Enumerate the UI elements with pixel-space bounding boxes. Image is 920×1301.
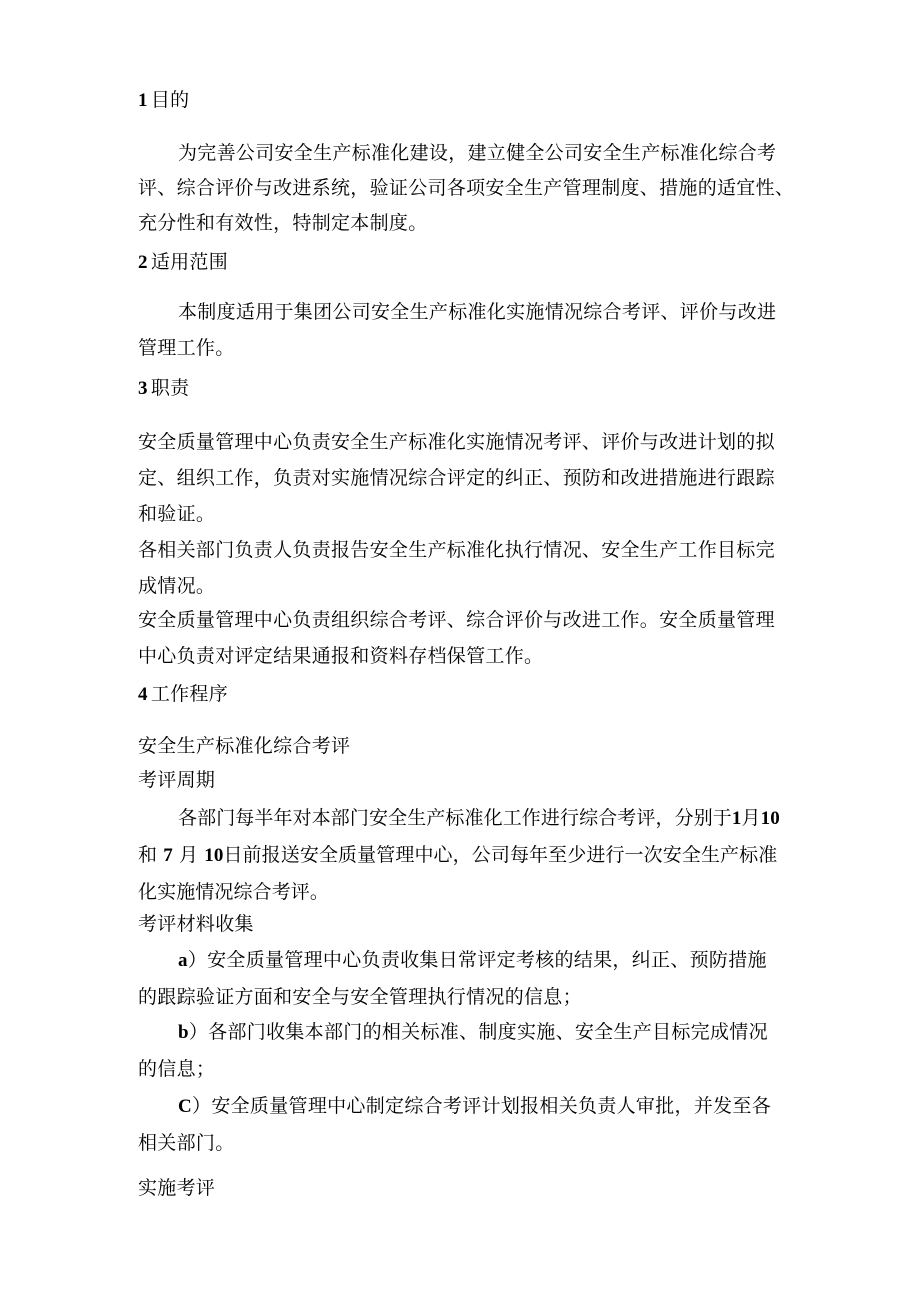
text-line	[138, 942, 767, 979]
text-line	[138, 1014, 768, 1051]
text-run: ）安全质量管理中心制定综合考评计划报相关负责人审批，并发至各	[192, 1095, 772, 1117]
section-number: 2	[138, 252, 148, 273]
text-line: 化实施情况综合考评。	[138, 881, 330, 903]
cycle-paragraph	[138, 800, 780, 910]
month-number: 7	[163, 845, 173, 866]
section-2-paragraph	[138, 294, 776, 366]
section-title: 工作程序	[150, 683, 229, 705]
section-number: 3	[138, 378, 148, 399]
subheading-materials	[138, 908, 254, 941]
text-run: ）各部门收集本部门的相关标准、制度实施、安全生产目标完成情况	[188, 1021, 768, 1043]
list-marker: b	[178, 1022, 189, 1043]
text-line: 的信息；	[138, 1058, 216, 1080]
section-2-heading	[138, 246, 228, 279]
text-line	[138, 800, 780, 837]
section-1-heading	[138, 84, 189, 117]
list-marker: C	[178, 1096, 193, 1117]
subheading-text: 考评周期	[138, 769, 216, 791]
section-1-paragraph	[138, 136, 794, 241]
text-line: 和验证。	[138, 503, 216, 525]
subheading-text: 考评材料收集	[138, 913, 254, 935]
text-line: 管理工作。	[138, 337, 235, 359]
section-number: 4	[138, 684, 148, 705]
subheading-cycle	[138, 764, 215, 797]
list-item-b	[138, 1014, 768, 1087]
text-run: 日前报送安全质量管理中心，公司每年至少进行一次安全生产标准	[223, 844, 778, 866]
text-line: 的跟踪验证方面和安全与安全管理执行情况的信息；	[138, 986, 582, 1008]
text-run: 月	[741, 807, 761, 829]
section-3-paragraph-3	[138, 602, 775, 674]
section-number: 1	[138, 90, 148, 111]
text-run: 各部门每半年对本部门安全生产标准化工作进行综合考评，分别于	[178, 807, 732, 829]
text-run: 和	[138, 844, 158, 866]
section-3-heading	[138, 372, 189, 405]
text-line: 本制度适用于集团公司安全生产标准化实施情况综合考评、评价与改进	[178, 301, 777, 323]
subheading-implementation	[138, 1172, 215, 1205]
text-line: 评、综合评价与改进系统，验证公司各项安全生产管理制度、措施的适宜性、	[138, 177, 795, 199]
list-marker: a	[178, 950, 188, 971]
text-line: 中心负责对评定结果通报和资料存档保管工作。	[138, 645, 544, 667]
day-number: 10	[204, 845, 224, 866]
text-line	[138, 1088, 771, 1125]
section-title: 适用范围	[150, 251, 229, 273]
text-line: 安全质量管理中心负责组织综合考评、综合评价与改进工作。安全质量管理	[138, 609, 775, 631]
text-line	[138, 837, 780, 874]
subheading-text: 安全生产标准化综合考评	[138, 735, 351, 757]
subheading-text: 实施考评	[138, 1177, 216, 1199]
text-line: 为完善公司安全生产标准化建设，建立健全公司安全生产标准化综合考	[178, 142, 777, 164]
day-number: 10	[760, 808, 780, 829]
text-run: ）安全质量管理中心负责收集日常评定考核的结果，纠正、预防措施	[187, 949, 767, 971]
text-line: 相关部门。	[138, 1132, 235, 1154]
month-number: 1	[731, 808, 742, 829]
section-3-paragraph-1	[138, 424, 775, 532]
list-item-c	[138, 1088, 771, 1161]
section-title: 目的	[150, 89, 190, 111]
subheading-assessment	[138, 730, 350, 763]
section-4-heading	[138, 678, 228, 711]
text-line: 各相关部门负责人负责报告安全生产标准化执行情况、安全生产工作目标完	[138, 539, 775, 561]
text-line: 定、组织工作，负责对实施情况综合评定的纠正、预防和改进措施进行跟踪	[138, 467, 775, 489]
list-item-a	[138, 942, 767, 1015]
section-3-paragraph-2	[138, 532, 775, 604]
text-line: 安全质量管理中心负责安全生产标准化实施情况考评、评价与改进计划的拟	[138, 431, 775, 453]
text-line: 充分性和有效性，特制定本制度。	[138, 212, 428, 234]
section-title: 职责	[150, 377, 190, 399]
text-run: 月	[179, 844, 199, 866]
text-line: 成情况。	[138, 575, 216, 597]
